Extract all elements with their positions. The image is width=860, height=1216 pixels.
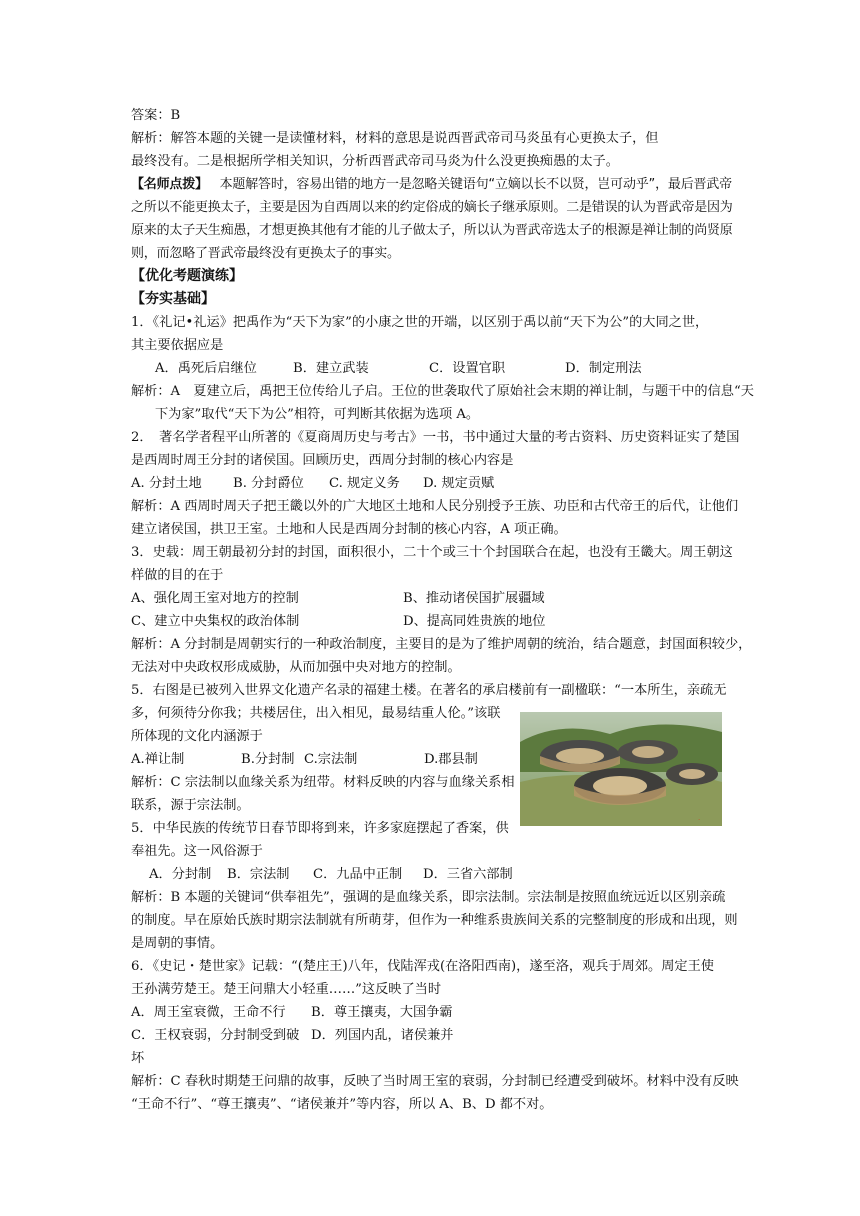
option: A．周王室衰微，王命不行 [131,1005,286,1020]
option: A．分封制 [149,867,212,882]
option: C．设置官职 [429,361,506,376]
analysis-line: 解析：C 宗法制以血缘关系为纽带。材料反映的内容与血缘关系相 [131,775,515,790]
option-row [131,1001,736,1024]
question-stem: 奉祖先。这一风俗源于 [131,844,263,859]
fujian-tulou-photo [520,712,722,826]
analysis-line: 解析：解答本题的关键一是读懂材料，材料的意思是说西晋武帝司马炎虽有心更换太子，但 [131,131,659,146]
analysis-line: 的制度。早在原始氏族时期宗法制就有所萌芽，但作为一种维系贵族间关系的完整制度的形成和出现，则 [131,913,738,928]
analysis-line: 建立诸侯国，拱卫王室。土地和人民是西周分封制的核心内容，A 项正确。 [131,522,567,537]
option-row [131,748,511,771]
option: B．宗法制 [227,867,290,882]
option: D. 规定贡赋 [423,476,495,491]
option: D．制定刑法 [565,361,642,376]
analysis-line: “王命不行”、“尊王攘夷”、“诸侯兼并”等内容，所以 A、B、D 都不对。 [131,1097,553,1112]
analysis-line: 最终没有。二是根据所学相关知识，分析西晋武帝司马炎为什么没更换痴愚的太子。 [131,154,619,169]
question-stem: 所体现的文化内涵源于 [131,729,263,744]
option: C. 规定义务 [329,476,400,491]
question-stem: 5．右图是已被列入世界文化遗产名录的福建土楼。在著名的承启楼前有一副楹联：“一本所生，亲疏无 [131,683,727,698]
section-title: 【优化考题演练】 [131,268,243,284]
option: A．禹死后启继位 [155,361,257,376]
question-stem: 6．《史记・楚世家》记载：“(楚庄王)八年，伐陆浑戎(在洛阳西南)，遂至洛，观兵于周郊。周定王使 [131,959,714,974]
question-stem: 5．中华民族的传统节日春节即将到来，许多家庭摆起了香案，供 [131,821,509,836]
analysis-line: 联系，源于宗法制。 [131,798,250,813]
option: D、提高同姓贵族的地位 [403,614,546,629]
svg-text:.: . [698,814,701,822]
option: D．列国内乱，诸侯兼并 [311,1028,454,1043]
question-stem: 王孙满劳楚王。楚王问鼎大小轻重……”这反映了当时 [131,982,442,997]
option: B. 分封爵位 [233,476,304,491]
analysis-line: 下为家”取代“天下为公”相符，可判断其依据为选项 A。 [155,407,480,422]
option: B、推动诸侯国扩展疆域 [403,591,545,606]
analysis-line: 是周朝的事情。 [131,936,224,951]
option: C．王权衰弱，分封制受到破坏 [131,1028,300,1066]
option-row [131,357,736,380]
analysis-line: 解析：A 分封制是周朝实行的一种政治制度，主要目的是为了维护周朝的统治，结合题意，封国面积较少， [131,637,752,652]
analysis-line: 解析：A 西周时周天子把王畿以外的广大地区土地和人民分别授予王族、功臣和古代帝王的后代，让他们 [131,499,739,514]
question-stem: 3．史载：周王朝最初分封的封国，面积很小，二十个或三十个封国联合在起，也没有王畿大。周王朝这 [131,545,733,560]
option-row [131,472,736,495]
document-body [131,104,754,1116]
analysis-line: 解析：A 夏建立后，禹把王位传给儿子启。王位的世袭取代了原始社会末期的禅让制，与题干中的信息“天 [131,384,754,399]
option-row [131,863,736,886]
option: C．九品中正制 [313,867,403,882]
option: B．建立武装 [293,361,369,376]
option: A.禅让制 [131,752,185,767]
answer-line: 答案：B [131,108,181,123]
teacher-tip [131,173,736,265]
tip-label: 【名师点拨】 [131,177,208,192]
option: C、建立中央集权的政治体制 [131,614,300,629]
option: A. 分封土地 [131,476,202,491]
question-stem: 样做的目的在于 [131,568,224,583]
option: B．尊王攘夷，大国争霸 [311,1005,453,1020]
option-grid [131,587,736,633]
option: D.郡县制 [424,752,478,767]
question-stem: 多，何须待分你我；共楼居住，出入相见，最易结重人伦。”该联 [131,706,501,721]
option: D．三省六部制 [423,867,513,882]
subsection-title: 【夯实基础】 [131,291,215,307]
question-stem: 是西周时周王分封的诸侯国。回顾历史，西周分封制的核心内容是 [131,453,514,468]
analysis-line: 解析：C 春秋时期楚王问鼎的故事，反映了当时周王室的衰弱，分封制已经遭受到破坏。材料中没有反映 [131,1074,739,1089]
option: B.分封制 [241,752,295,767]
tip-text: 本题解答时，容易出错的地方一是忽略关键语句“立嫡以长不以贤，岂可动乎”，最后晋武帝之所以不能更换太子，主要是因为自西周以来的约定俗成的嫡长子继承原则。二是错误的认为晋武帝是因为原来的太子天生痴愚，才想更换其他有才能的儿子做太子，所以认为晋武帝选太子的根源是禅让制的尚贤原则，而忽略了晋武帝最终没有更换太子的事实。 [131,177,733,261]
question-stem: 2． 著名学者程平山所著的《夏商周历史与考古》一书，书中通过大量的考古资料、历史资料证实了楚国 [131,430,740,445]
question-stem: 其主要依据应是 [131,338,224,353]
option: A、强化周王室对地方的控制 [131,591,299,606]
analysis-line: 解析：B 本题的关键词“供奉祖先”，强调的是血缘关系，即宗法制。宗法制是按照血统远近以区别亲疏 [131,890,726,905]
option: C.宗法制 [304,752,358,767]
question-stem: 1．《礼记•礼运》把禹作为“天下为家”的小康之世的开端，以区别于禹以前“天下为公”的大同之世， [131,315,709,330]
analysis-line: 无法对中央政权形成威胁，从而加强中央对地方的控制。 [131,660,461,675]
option-row [131,1024,736,1070]
